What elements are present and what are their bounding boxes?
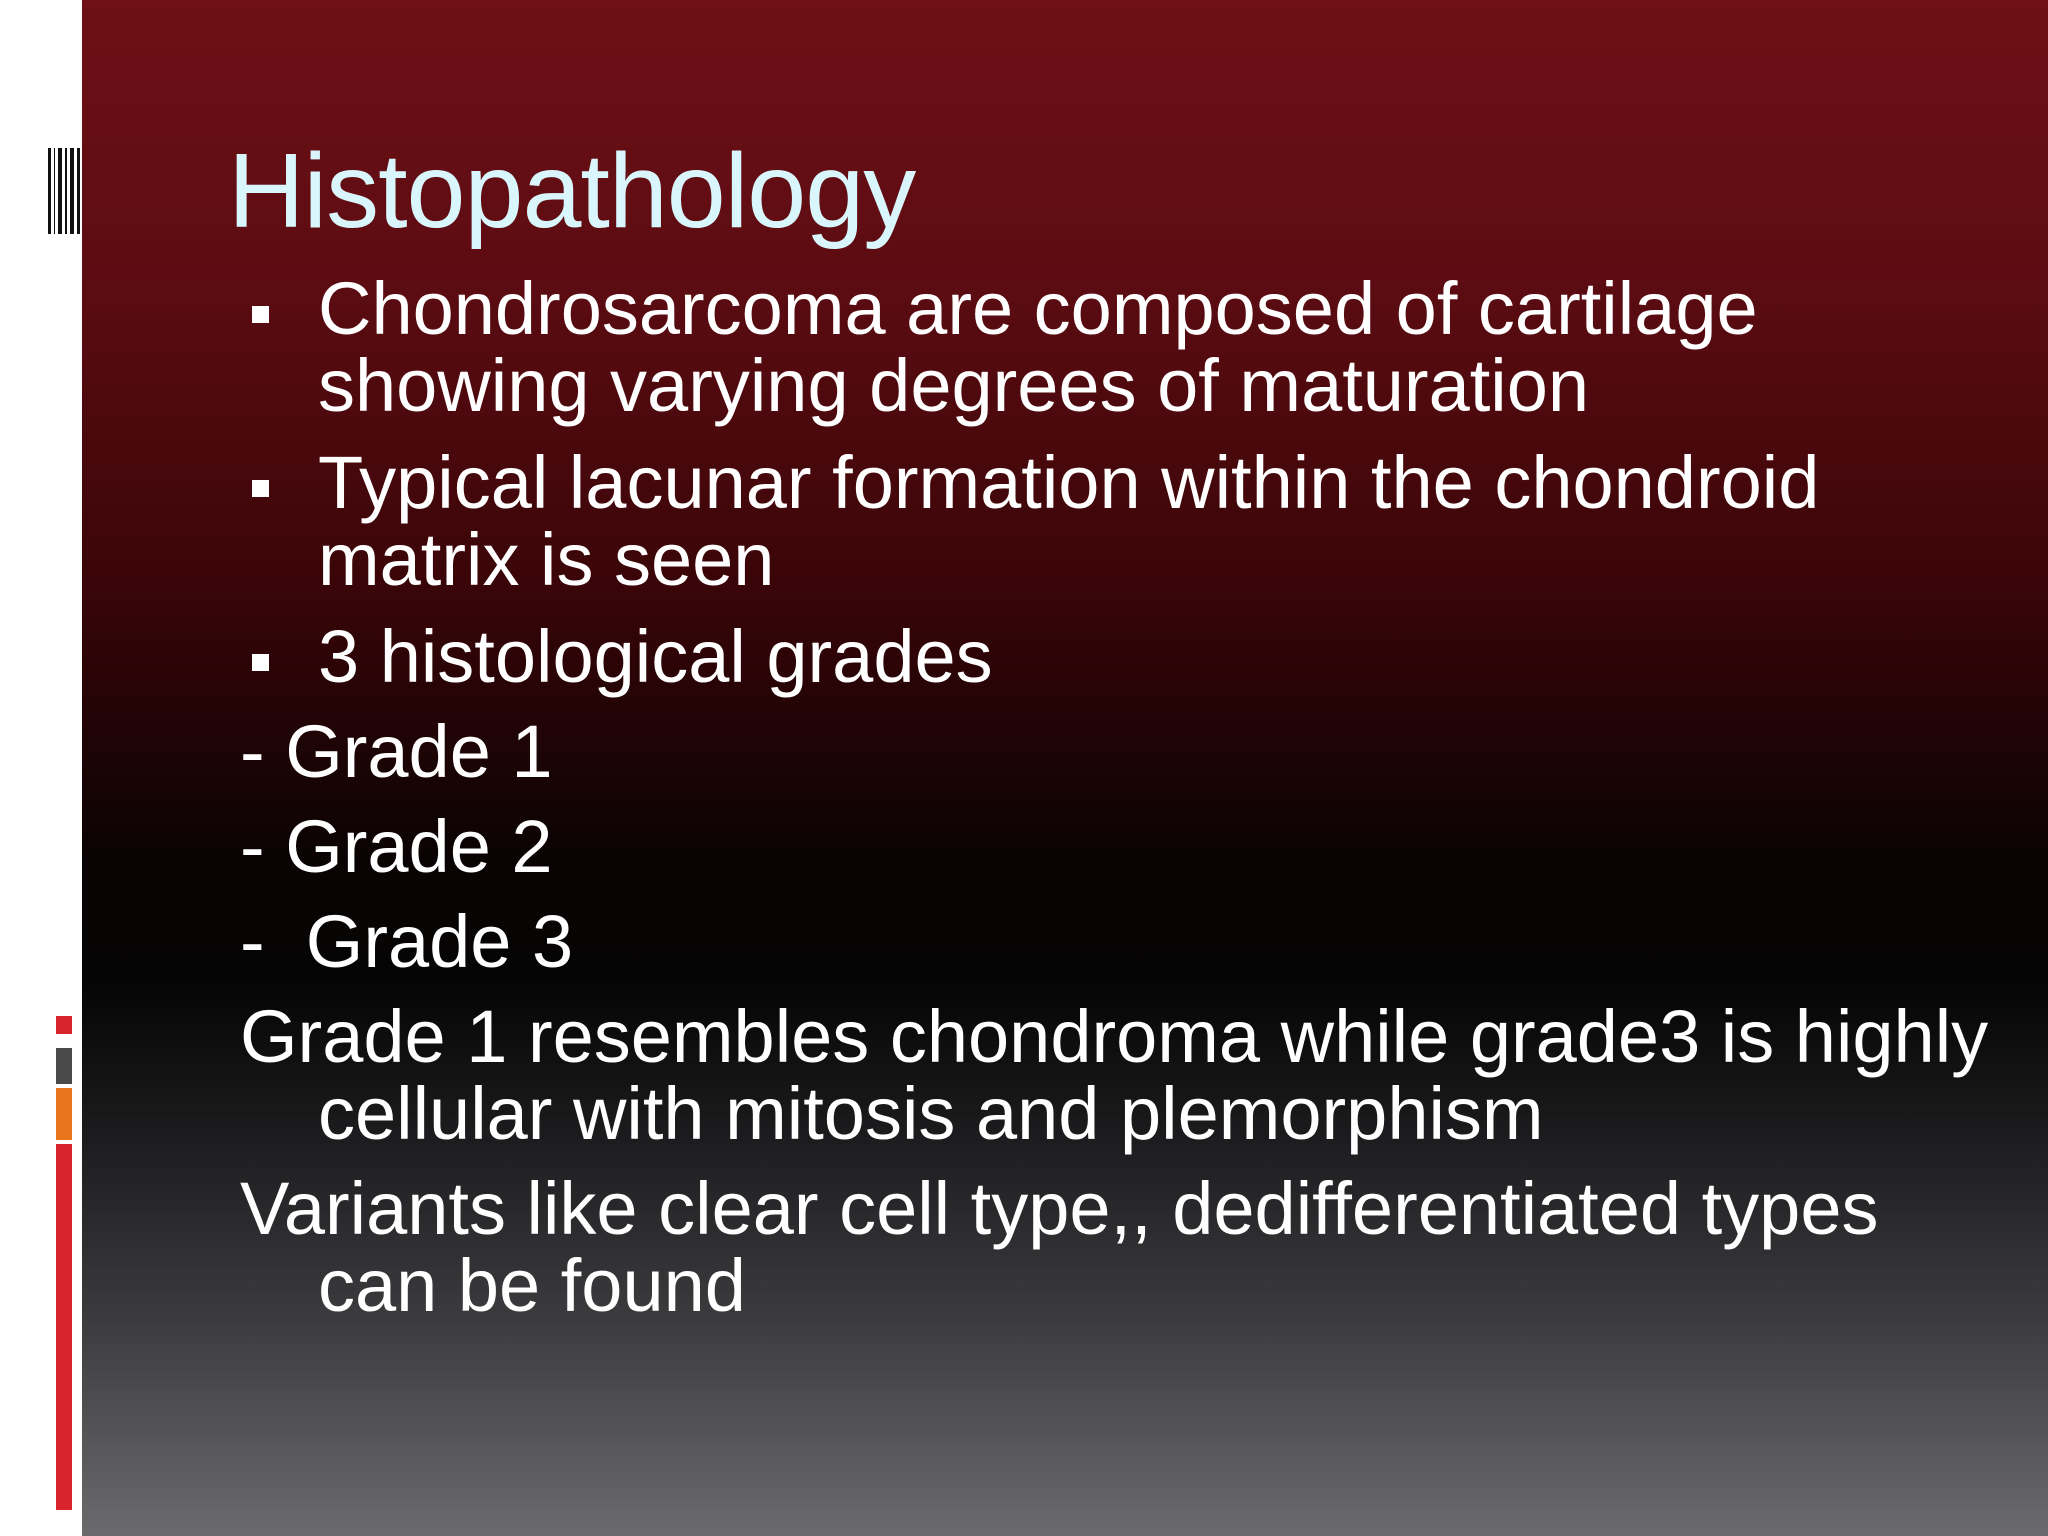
bullet-item [240, 267, 2000, 427]
barcode-decoration [48, 148, 80, 234]
paragraph-variants: Variants like clear cell type,, dedifferentiated types can be found [240, 1167, 1879, 1327]
left-margin-strip [0, 0, 82, 1536]
square-bullet-icon [252, 306, 269, 323]
grade-line: - Grade 3 [240, 900, 574, 983]
bullet-text: Chondrosarcoma are composed of cartilage showing varying degrees of maturation [318, 267, 1758, 427]
bullet-text: Typical lacunar formation within the chondroid matrix is seen [318, 441, 1820, 601]
grade-line: - Grade 2 [240, 805, 553, 888]
paragraph-grade-description: Grade 1 resembles chondroma while grade3 is highly cellular with mitosis and plemorphism [240, 995, 1989, 1155]
bullet-item [240, 441, 2000, 601]
square-bullet-icon [252, 654, 269, 671]
square-bullet-icon [252, 480, 269, 497]
slide-body [240, 267, 2000, 1342]
slide-title: Histopathology [228, 132, 916, 250]
bullet-text: 3 histological grades [318, 615, 993, 698]
bullet-item [240, 615, 2000, 698]
grade-line: - Grade 1 [240, 710, 553, 793]
accent-bar-decoration [56, 1016, 72, 1510]
